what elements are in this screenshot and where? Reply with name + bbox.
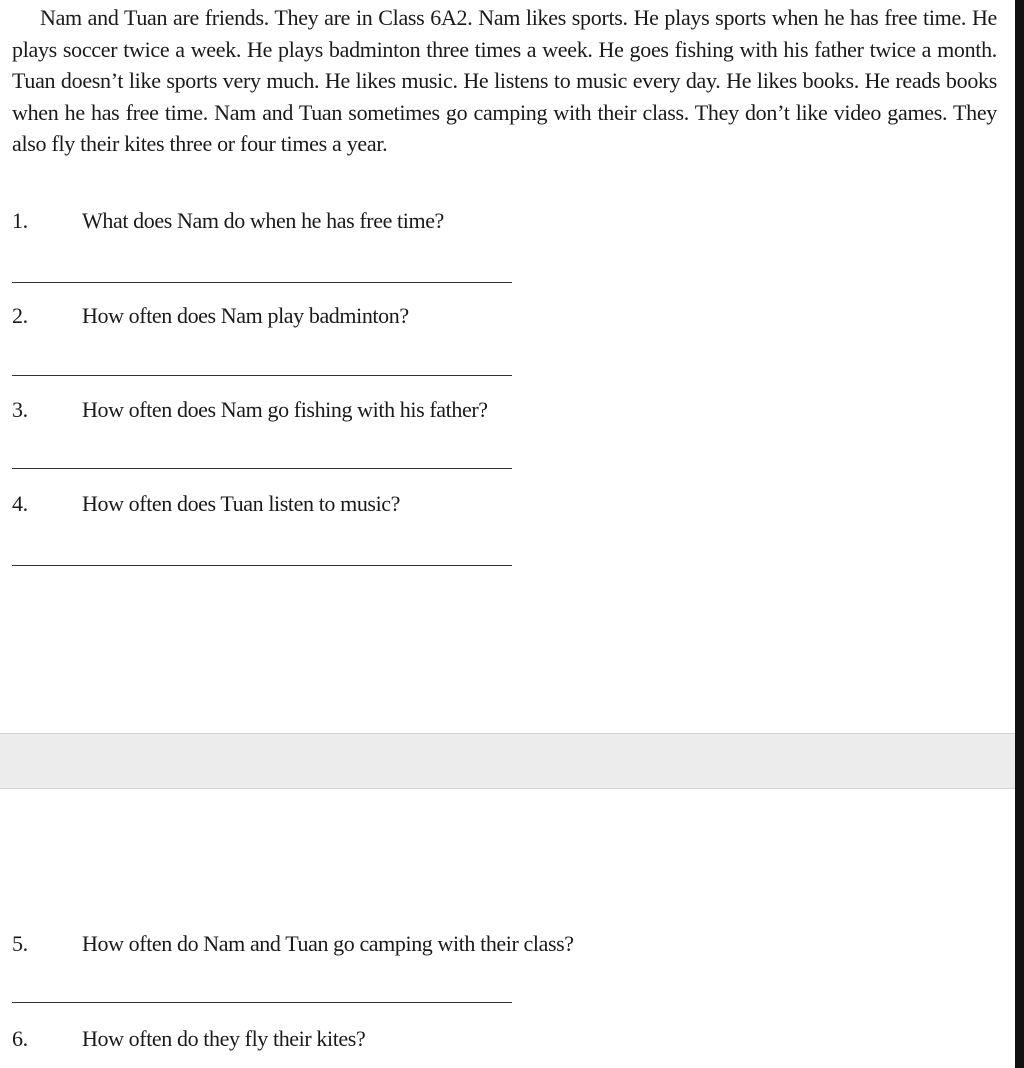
page-right-border [1015,0,1024,1068]
reading-passage: Nam and Tuan are friends. They are in Class 6A2. Nam likes sports. He plays sports when he has free time. He plays soccer twice a week. He plays badminton three times a week. He goes fishing with his father twice a month. Tuan doesn’t like sports very much. He likes music. He listens to music every day. He likes books. He reads books when he has free time. Nam and Tuan sometimes go camping with their class. They don’t like video games. They also fly their kites three or four times a year. [12,5,997,156]
question-text: How often does Tuan listen to music? [82,491,401,516]
question-2 [12,302,992,330]
question-5 [12,930,992,958]
answer-line-2 [12,375,512,376]
question-3 [12,396,992,424]
question-text: How often does Nam play badminton? [82,303,409,328]
answer-line-5 [12,1002,512,1003]
question-text: How often do Nam and Tuan go camping with their class? [82,931,574,956]
question-text: How often does Nam go fishing with his father? [82,397,488,422]
answer-line-4 [12,565,512,566]
question-number: 2. [12,303,28,328]
question-number: 1. [12,208,28,233]
answer-line-3 [12,468,512,469]
question-number: 3. [12,397,28,422]
question-number: 4. [12,491,28,516]
question-6 [12,1025,992,1053]
question-text: What does Nam do when he has free time? [82,208,444,233]
question-number: 5. [12,931,28,956]
question-1 [12,207,992,235]
page-break-gap [0,733,1015,789]
question-4 [12,490,992,518]
question-number: 6. [12,1026,28,1051]
answer-line-1 [12,282,512,283]
question-text: How often do they fly their kites? [82,1026,366,1051]
